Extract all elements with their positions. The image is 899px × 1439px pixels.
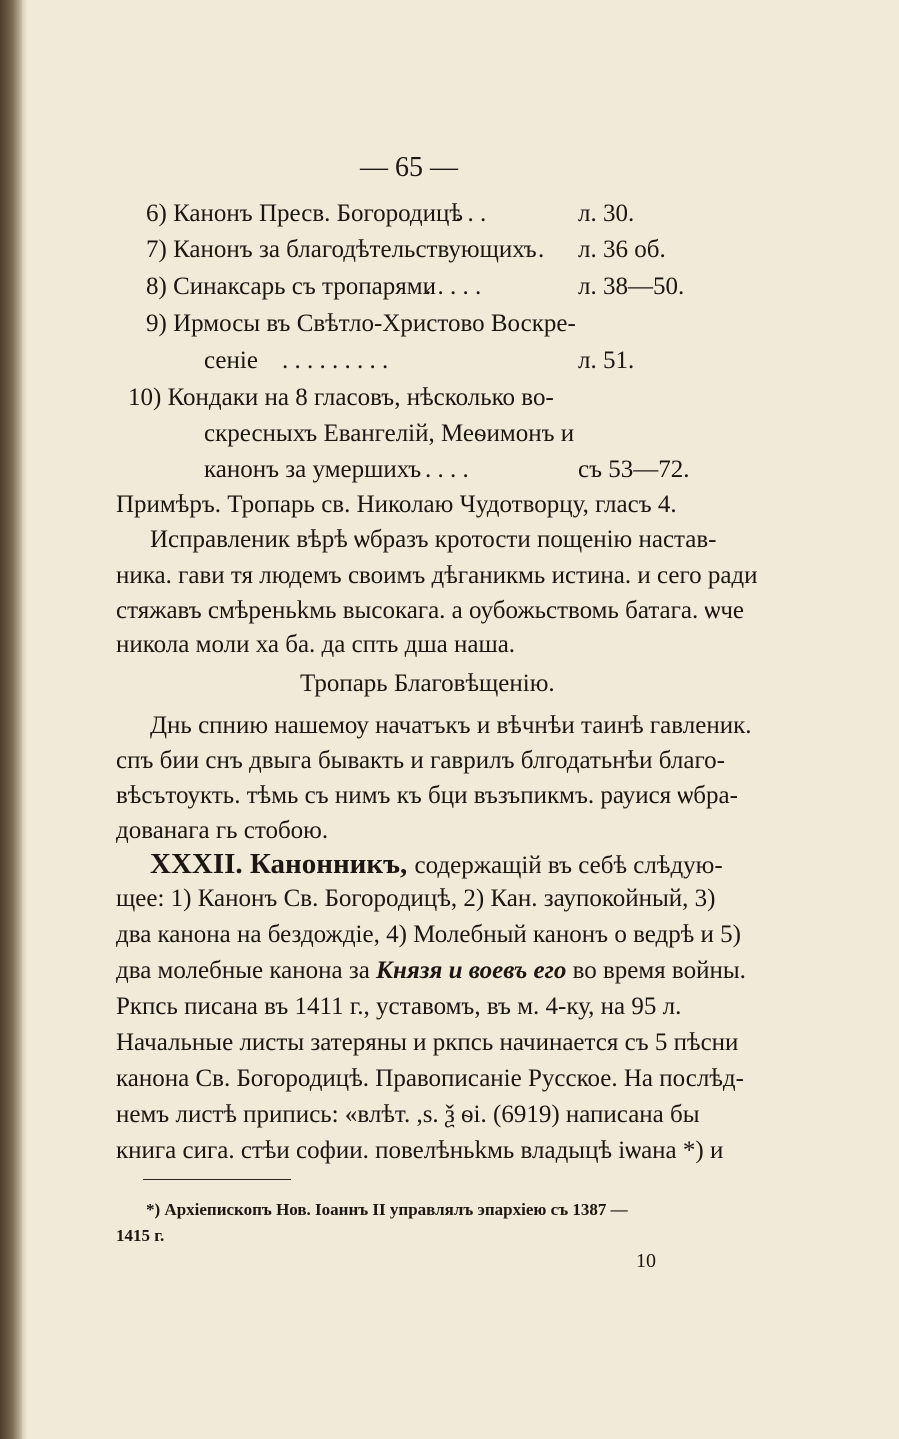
section-line: канона Св. Богородицѣ. Правописаніе Русское. На послѣд- [116,1065,744,1092]
list-item-label: 6) Канонъ Пресв. Богородицѣ [146,200,463,227]
list-item-ref: л. 36 об. [578,236,666,263]
section-heading [150,848,723,881]
list-item-label: 8) Синаксарь съ тропарями [146,273,436,300]
section-line: книга сига. стѣи софии. повелѣньkмь владыцѣ іѡана *) и [116,1137,724,1164]
section-title: Канонникъ, [249,848,408,880]
sheet-signature: 10 [636,1250,656,1272]
troparion-line: никола моли ха ба. да спть дша наша. [116,631,516,658]
section-line-pre: два молебные канона за [116,957,370,984]
list-item-dots: . . . [455,200,487,227]
section-line: немъ листѣ припись: «влѣт. ,s. ѯ ѳі. (6919) написана бы [116,1101,700,1128]
list-item-ref: съ 53—72. [578,456,690,483]
section-number: XXXII. [150,848,243,880]
list-item-label: скресныхъ Евангелій, Меѳимонъ и [204,420,575,447]
list-item-label: 9) Ирмосы въ Свѣтло-Христово Воскре- [146,310,576,337]
list-item-dots: . . . . . [425,273,482,300]
list-item-label: 7) Канонъ за благодѣтельствующихъ [146,236,537,263]
section-line-italic: Князя и воевъ его [376,957,567,984]
annunciation-heading: Тропарь Благовѣщенію. [300,670,555,697]
example-heading: Примѣръ. Тропарь св. Николаю Чудотворцу, гласъ 4. [116,491,677,518]
list-item-dots: . . . . [425,456,469,483]
annunciation-line: вѣсътоукть. тѣмь съ нимъ къ бци възъпикмъ. рауися ѡбра- [116,782,738,809]
page-number: — 65 — [360,152,458,183]
troparion-line: ника. гави тя людемъ своимъ дѣганикмь истина. и сего ради [116,562,758,589]
section-line-post: во время войны. [572,957,746,984]
section-line [116,957,746,985]
troparion-line: Исправленик вѣрѣ ѡбразъ кротости пощенію настав- [150,526,717,553]
list-item-dots: . . . . . . . . . [282,347,389,374]
list-item-label: сеніе [204,347,258,374]
list-item-label: канонъ за умершихъ [204,456,422,483]
footnote-line: *) Архіепископъ Нов. Іоаннъ II управлялъ эпархіею съ 1387 — [146,1200,628,1219]
section-line: Начальные листы затеряны и ркпсь начинается съ 5 пѣсни [116,1029,739,1056]
annunciation-line: спъ бии снъ двыга бывакть и гаврилъ блгодатьнѣи благо- [116,747,725,774]
list-item-dots: . [538,236,545,263]
list-item-label: 10) Кондаки на 8 гласовъ, нѣсколько во- [128,384,554,411]
footnote-rule [143,1179,291,1180]
annunciation-line: Днь спнию нашемоу начатъкъ и вѣчнѣи таинѣ гавленик. [150,712,752,739]
list-item-ref: л. 30. [578,200,635,227]
annunciation-line: дованага гь стобою. [116,817,329,844]
section-line: Ркпсь писана въ 1411 г., уставомъ, въ м. 4-ку, на 95 л. [116,993,682,1020]
section-line: содержащій въ себѣ слѣдую- [414,852,723,879]
section-line: два канона на бездождіе, 4) Молебный канонъ о ведрѣ и 5) [116,921,741,948]
troparion-line: стяжавъ смѣреньkмь высокага. а оубожьствомь батага. ѡче [116,597,745,624]
list-item-ref: л. 51. [578,347,635,374]
section-line: щее: 1) Канонъ Св. Богородицѣ, 2) Кан. заупокойный, 3) [116,885,716,912]
list-item-ref: л. 38—50. [578,273,685,300]
footnote-line: 1415 г. [116,1226,165,1245]
